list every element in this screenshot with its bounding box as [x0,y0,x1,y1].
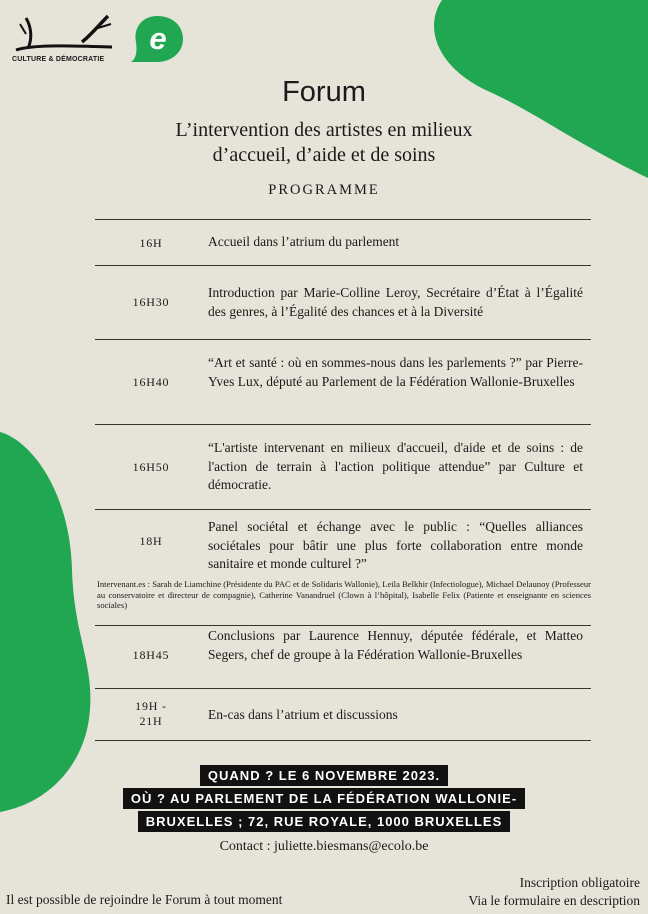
footer-join-note: Il est possible de rejoindre le Forum à tout moment [6,892,283,907]
banner-line-3: BRUXELLES ; 72, RUE ROYALE, 1000 BRUXELLES [138,811,511,832]
slot-description: Panel sociétal et échange avec le public : “Quelles alliances sociétales pour bâtir une plus forte collaboration entre monde sanitaire et monde culturel ?” [208,519,583,571]
time-slot: 16H30 [132,295,170,309]
page-title: Forum [282,76,366,108]
programme-row-6 [95,625,591,689]
time-slot: 16H40 [132,375,170,389]
slot-description: En-cas dans l’atrium et discussions [208,707,398,722]
banner-address [0,811,648,832]
banner-when [0,765,648,786]
panel-speakers: Intervenant.es : Sarah de Liamchine (Présidente du PAC et de Solidaris Wallonie), Leila Belkhir (Infectiologue), Michael Delaunoy (Professeur au conservatoire et directeur de compagnie), Catherine Vanandruel (Clown à l’hôpital), Isabelle Felix (Patiente et enseignante en sciences sociales) [97,579,591,611]
programme-heading: PROGRAMME [268,182,380,198]
registration-form-note: Via le formulaire en description [468,893,640,908]
slot-description: Conclusions par Laurence Hennuy, députée fédérale, et Matteo Segers, chef de groupe à la Fédération Wallonie-Bruxelles [208,628,583,662]
time-end: 21H [139,714,163,728]
time-start: 19H - [135,699,167,713]
registration-required: Inscription obligatoire [519,875,640,890]
ecolo-logo [129,14,185,64]
programme-row-3 [95,339,591,425]
contact-email: Contact : juliette.biesmans@ecolo.be [219,839,429,854]
subtitle-line-1: L’intervention des artistes en milieux [175,119,473,141]
subtitle-line-2: d’accueil, d’aide et de soins [212,144,436,166]
slot-description: Introduction par Marie-Colline Leroy, Secrétaire d’État à l’Égalité des genres, à l’Égalité des chances et à la Diversité [208,285,583,319]
slot-description: “L'artiste intervenant en milieux d'accueil, d'aide et de soins : de l'action de terrain à l'action politique attendue” par Culture et démocratie. [208,440,583,492]
banner-line-1: QUAND ? LE 6 NOVEMBRE 2023. [200,765,448,786]
green-blob-left [0,420,100,820]
programme-row-2 [95,265,591,340]
culture-democratie-label: CULTURE & DÉMOCRATIE [12,56,105,63]
programme-row-7 [95,688,591,741]
slot-description: Accueil dans l’atrium du parlement [208,234,400,249]
slot-description: “Art et santé : où en sommes-nous dans les parlements ?” par Pierre-Yves Lux, député au Parlement de la Fédération Wallonie-Bruxelles [208,355,583,389]
time-slot: 18H [139,534,163,548]
subtitle [0,118,648,168]
time-slot: 18H45 [132,648,170,662]
time-slot: 16H50 [132,460,170,474]
programme-row-4 [95,424,591,510]
culture-democratie-logo [12,14,116,70]
ecolo-letter: e [149,21,167,56]
banner-line-2: OÙ ? AU PARLEMENT DE LA FÉDÉRATION WALLONIE- [123,788,525,809]
ecolo-e-icon [129,14,185,64]
banner-where [0,788,648,809]
programme-row-1 [95,219,591,266]
time-slot [95,699,207,729]
branch-logo-icon [12,14,116,54]
footer-registration [468,874,640,910]
time-slot: 16H [139,236,163,250]
